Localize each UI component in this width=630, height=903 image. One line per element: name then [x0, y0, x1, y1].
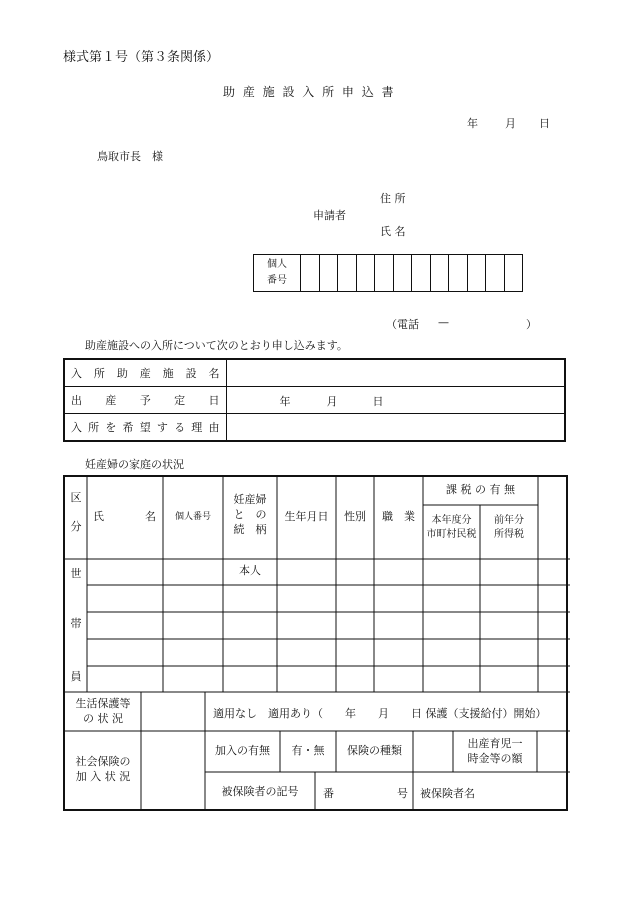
form-title: 助 産 施 設 入 所 申 込 書 [223, 85, 396, 99]
ins-lump-label: 出産育児一 時金等の額 [467, 737, 523, 765]
facility-name-label: 入所助産施設名 [64, 359, 226, 387]
my-number-cell[interactable] [338, 255, 357, 292]
phone-close: ） [526, 318, 537, 331]
ins-symbol-label: 被保険者の記号 [221, 785, 299, 798]
due-year: 年 [279, 395, 291, 408]
date-day: 日 [539, 117, 550, 130]
facility-name-field[interactable] [226, 359, 565, 387]
ins-joined-label: 加入の有無 [215, 744, 270, 757]
reason-label: 入所を希望する理由 [64, 414, 226, 442]
my-number-grid [253, 254, 523, 292]
family-table [63, 475, 568, 811]
my-number-cell[interactable] [301, 255, 320, 292]
my-number-cell[interactable] [393, 255, 412, 292]
ins-type-label: 保険の種類 [347, 744, 402, 757]
kubun-header: 区 分 [70, 491, 82, 533]
my-number-cell[interactable] [449, 255, 468, 292]
name-header-1: 氏 [93, 510, 104, 523]
name-label: 氏 名 [380, 225, 406, 238]
self-label: 本人 [239, 564, 261, 577]
applicant-label: 申請者 [313, 209, 346, 222]
welfare-label: 生活保護等 の 状 況 [75, 697, 131, 725]
ins-number-label: 番 [323, 787, 334, 800]
my-number-cell[interactable] [412, 255, 431, 292]
ins-yesno: 有・無 [291, 744, 325, 757]
due-date-label: 出産予定日 [64, 387, 226, 414]
date-year: 年 [467, 117, 478, 130]
form-number: 様式第１号（第３条関係） [63, 50, 220, 65]
sex-header: 性別 [344, 510, 366, 523]
household-char-1: 世 [70, 567, 82, 580]
my-number-cell[interactable] [486, 255, 505, 292]
intro-text: 助産施設への入所について次のとおり申し込みます。 [85, 339, 348, 352]
ins-insured-label: 被保険者名 [420, 787, 475, 800]
tax-prev-header: 前年分 所得税 [494, 515, 524, 540]
my-number-cell[interactable] [375, 255, 394, 292]
reason-field[interactable] [226, 414, 565, 442]
date-month: 月 [505, 117, 516, 130]
my-number-cell[interactable] [467, 255, 486, 292]
relation-header: 妊産婦 と の 続 柄 [233, 493, 267, 536]
tax-header: 課 税 の 有 無 [446, 483, 515, 496]
job-header: 職 業 [382, 510, 415, 523]
facility-table [63, 358, 566, 442]
address-label: 住 所 [380, 192, 406, 205]
due-day: 日 [372, 395, 384, 408]
insurance-label: 社会保険の 加 入 状 況 [75, 755, 131, 783]
my-number-cell[interactable] [356, 255, 375, 292]
household-char-2: 帯 [70, 617, 82, 630]
tax-current-header: 本年度分 市町村民税 [426, 515, 477, 540]
phone-dash: — [438, 316, 449, 329]
due-month: 月 [326, 395, 338, 408]
addressee: 鳥取市長 様 [97, 150, 163, 163]
mynumber-header: 個人番号 [174, 512, 211, 522]
due-date-field[interactable] [226, 387, 565, 414]
birthdate-header: 生年月日 [284, 510, 329, 523]
ins-number-label-2: 号 [397, 787, 408, 800]
phone-label: （電話 [386, 318, 419, 331]
my-number-cell[interactable] [430, 255, 449, 292]
my-number-cell[interactable] [319, 255, 338, 292]
name-header-2: 名 [145, 510, 156, 523]
household-char-3: 員 [70, 670, 82, 683]
my-number-label: 個人 番号 [254, 255, 301, 292]
welfare-status: 適用なし 適用あり（ 年 月 日 保護（支援給付）開始） [213, 707, 547, 720]
my-number-cell[interactable] [504, 255, 523, 292]
family-heading: 妊産婦の家庭の状況 [85, 458, 184, 471]
